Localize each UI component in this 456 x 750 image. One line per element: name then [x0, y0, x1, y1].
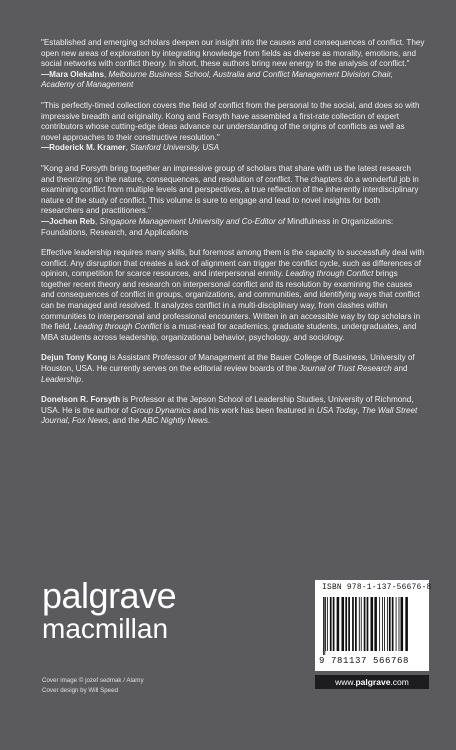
cover-credits [42, 676, 144, 696]
quote-text: "Established and emerging scholars deepen our insight into the causes and consequences of conflict. They open new areas of exploration by integrating knowledge from fields as diverse as morality, emotions, and social networks with conflict theory. In short, these authors bring new energy to the analysis of conflict." [41, 38, 425, 69]
logo-line-macmillan: macmillan [42, 613, 169, 644]
editor-name: Dejun Tony Kong [41, 353, 108, 363]
image-credit: Cover image © jozef sedmak / Alamy [42, 677, 144, 684]
bio-forsyth: Donelson R. Forsyth is Professor at the Jepson School of Leadership Studies, University of Richmond, USA. He is the author of Group Dynamics and his work has been featured in USA Today, The Wall Street Journal, Fox News, and the ABC Nightly News. [41, 395, 418, 426]
bio-kong: Dejun Tony Kong is Assistant Professor of Management at the Bauer College of Business, University of Houston, USA. He currently serves on the editorial review boards of the Journal of Trust Research and Leadership. [41, 353, 415, 384]
quote-text: "Kong and Forsyth bring together an impressive group of scholars that share with us the latest research and theorizing on the nature, consequences, and resolution of conflict. The chapters do a wonderful job in examining conflict from multiple levels and perspectives, a true reflection of the inherently interdisciplinary nature of the study of conflict. This volume is sure to engage and lead to novel insights for both researchers and practitioners." [41, 163, 419, 216]
book-description: Effective leadership requires many skills, but foremost among them is the capacity to successfully deal with conflict. Any disruption that creates a lack of alignment can trigger the conflict cycle, such as differences of opinion, competition for scarce resources, and interpersonal enmity. Leading through Conflict brings together recent theory and research on interpersonal conflict and its resolution by examining the causes and consequences of conflict in groups, organizations, and communities, and identifying ways that conflict can be managed and resolved. It analyzes conflict in a multi-disciplinary way, from clashes within communities to interpersonal and professional encounters. Written in an accessible way by top scholars in the field, Leading through Conflict is a must-read for academics, graduate students, undergraduates, and MBA students across leadership, organizational behavior, psychology, and sociology. [41, 248, 425, 342]
book-title: Leading through Conflict [285, 269, 374, 279]
book-title: Leading through Conflict [73, 322, 162, 332]
cover-text [41, 38, 425, 437]
logo-line-palgrave: palgrave [42, 575, 177, 616]
editor-name: Donelson R. Forsyth [41, 395, 121, 405]
publisher-website[interactable]: www.palgrave.com [315, 675, 429, 689]
isbn-label: ISBN 978-1-137-56676-8 [322, 584, 432, 592]
quote-affiliation: Stanford University, USA [130, 143, 219, 153]
quote-affiliation: Singapore Management University and Co-Editor of [99, 216, 285, 226]
quote-author: —Mara Olekalns [41, 69, 104, 79]
quote-text: "This perfectly-timed collection covers the field of conflict from the personal to the social, and does so with impressive breadth and originality. Kong and Forsyth have assembled a first-rate collection of expert contributors whose cutting-edge ideas advance our understanding of the origins of conflicts as well as novel approaches to their constructive resolution." [41, 100, 420, 142]
barcode-icon [322, 597, 422, 655]
design-credit: Cover design by Will Speed [42, 687, 119, 694]
barcode-number: 9 781137 566768 [319, 656, 410, 666]
quote-book-title: Mindfulness in Organizations: Foundations, Research, and Applications [41, 216, 394, 237]
barcode-panel [315, 580, 432, 671]
quote-affiliation: Melbourne Business School, Australia and Conflict Management Division Chair, Academy of Management [41, 69, 393, 90]
quote-kramer: "This perfectly-timed collection covers the field of conflict from the personal to the social, and does so with impressive breadth and originality. Kong and Forsyth have assembled a first-rate collection of expert contributors whose cutting-edge ideas advance our understanding of the origins of conflicts as well as novel approaches to their constructive resolution." —Roderick M. Kramer, Stanford University, USA [41, 101, 425, 154]
publisher-logo [42, 575, 177, 644]
quote-reb: "Kong and Forsyth bring together an impressive group of scholars that share with us the latest research and theorizing on the nature, consequences, and resolution of conflict. The chapters do a wonderful job in examining conflict from multiple levels and perspectives, a true reflection of the inherently interdisciplinary nature of the study of conflict. This volume is sure to engage and lead to novel insights for both researchers and practitioners." —Jochen Reb, Singapore Management University and Co-Editor of Mindfulness in Organizations: Foundations, Research, and Applications [41, 164, 425, 238]
quote-author: —Jochen Reb [41, 216, 95, 226]
quote-olekalns: "Established and emerging scholars deepen our insight into the causes and consequences of conflict. They open new areas of exploration by integrating knowledge from fields as diverse as morality, emotions, and social networks with conflict theory. In short, these authors bring new energy to the analysis of conflict." —Mara Olekalns, Melbourne Business School, Australia and Conflict Management Division Chair, Academy of Management [41, 38, 425, 90]
quote-author: —Roderick M. Kramer [41, 143, 126, 153]
